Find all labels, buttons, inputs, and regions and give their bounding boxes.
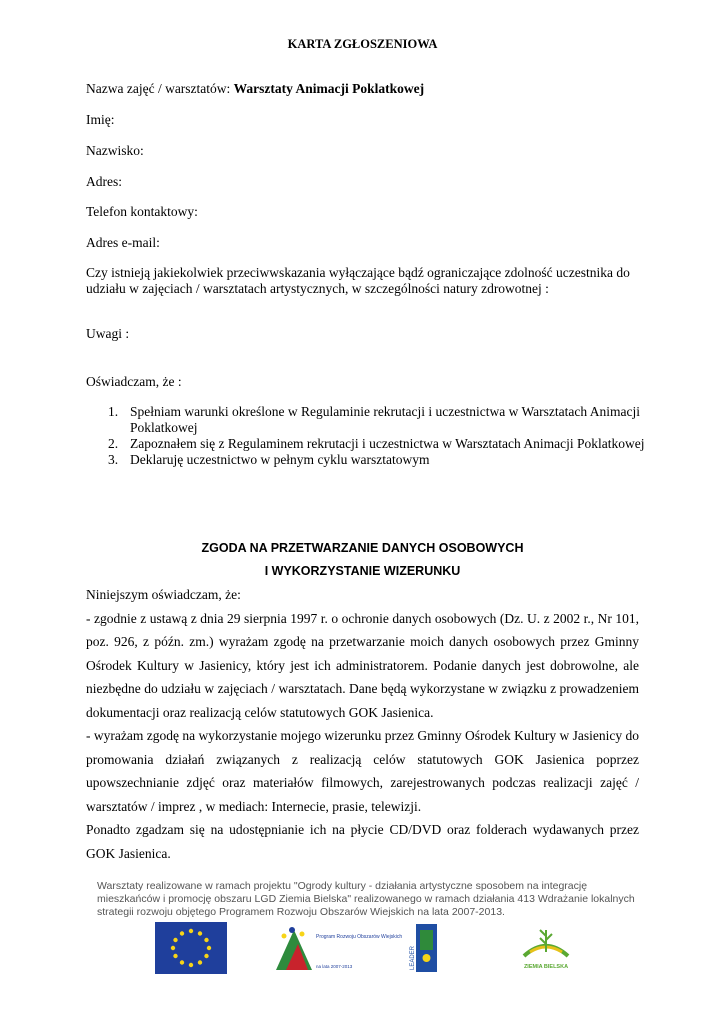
list-item <box>86 404 646 436</box>
consent-paragraph-data: - zgodnie z ustawą z dnia 29 sierpnia 1997 r. o ochronie danych osobowych (Dz. U. z 2002 r., Nr 101, poz. 926, z późn. zm.) wyrażam zgodę na przetwarzanie moich danych osobowych przez Gminny Ośrodek Kultury w Jasienicy, który jest ich administratorem. Podanie danych jest dobrowolne, ale niezbędne do udziału w zajęciach / warsztatach. Dane będą wykorzystane w związku z prowadzeniem dokumentacji oraz realizacją celów statutowych GOK Jasienica. <box>86 610 639 720</box>
prow-logo-text: Program Rozwoju Obszarów Wiejskich <box>316 934 403 940</box>
consent-paragraph-image: - wyrażam zgodę na wykorzystanie mojego wizerunku przez Gminny Ośrodek Kultury w Jasienicy do promowania działań związanych z realizacją celów statutowych GOK Jasienica poprzez upowszechnianie zdjęć oraz materiałów filmowych, zarejestrowanych podczas realizacji zajęć / warsztatów / imprez , w mediach: Internecie, prasie, telewizji. <box>86 728 639 814</box>
consent-heading-line2: I WYKORZYSTANIE WIZERUNKU <box>264 564 461 578</box>
declaration-label: Oświadczam, że : <box>86 374 182 389</box>
list-number: 2. <box>108 436 119 451</box>
prow-logo-years: na lata 2007-2013 <box>316 964 353 969</box>
declaration-list <box>86 404 646 468</box>
list-number: 3. <box>108 452 119 467</box>
course-row <box>86 81 424 97</box>
page-title: KARTA ZGŁOSZENIOWA <box>287 37 438 51</box>
list-item <box>86 452 646 468</box>
last-name-label: Nazwisko: <box>86 143 144 158</box>
list-text: Deklaruję uczestnictwo w pełnym cyklu warsztatowym <box>130 452 430 467</box>
health-question: Czy istnieją jakiekolwiek przeciwwskazania wyłączające bądź ograniczające zdolność uczestnika do udziału w zajęciach / warsztatach artystycznych, w szczególności natury zdrowotnej : <box>86 265 630 296</box>
eu-flag-logo <box>155 922 227 974</box>
list-number: 1. <box>108 404 119 419</box>
notes-label: Uwagi : <box>86 326 130 341</box>
email-label: Adres e-mail: <box>86 235 160 250</box>
list-text: Spełniam warunki określone w Regulaminie rekrutacji i uczestnictwa w Warsztatach Animacji Poklatkowej <box>130 404 641 435</box>
leader-logo-text: LEADER <box>410 945 416 970</box>
ziemia-logo-text: ZIEMIA BIELSKA <box>523 964 569 970</box>
footer-funding-text: Warsztaty realizowane w ramach projektu "Ogrody kultury - działania artystyczne sposobem na integrację mieszkańców i promocję obszaru LGD Ziemia Bielska" realizowanego w ramach działania 413 Wdrażanie lokalnych strategii rozwoju objętego Programem Rozwoju Obszarów Wiejskich na lata 2007-2013. <box>97 880 635 918</box>
address-label: Adres: <box>86 174 122 189</box>
consent-body <box>86 583 639 865</box>
phone-label: Telefon kontaktowy: <box>86 204 198 219</box>
first-name-label: Imię: <box>86 112 115 127</box>
course-value: Warsztaty Animacji Poklatkowej <box>233 81 425 96</box>
consent-paragraph-cd: Ponadto zgadzam się na udostępnianie ich na płycie CD/DVD oraz folderach wydawanych przez GOK Jasienica. <box>86 822 639 861</box>
prow-logo <box>272 922 403 974</box>
consent-intro: Niniejszym oświadczam, że: <box>86 587 241 602</box>
consent-heading-line1: ZGODA NA PRZETWARZANIE DANYCH OSOBOWYCH <box>201 541 524 555</box>
leader-logo <box>408 922 438 974</box>
list-item <box>86 436 646 452</box>
ziemia-bielska-logo <box>518 922 574 974</box>
course-label: Nazwa zajęć / warsztatów: <box>86 81 231 96</box>
list-text: Zapoznałem się z Regulaminem rekrutacji i uczestnictwa w Warsztatach Animacji Poklatkowej <box>130 436 645 451</box>
